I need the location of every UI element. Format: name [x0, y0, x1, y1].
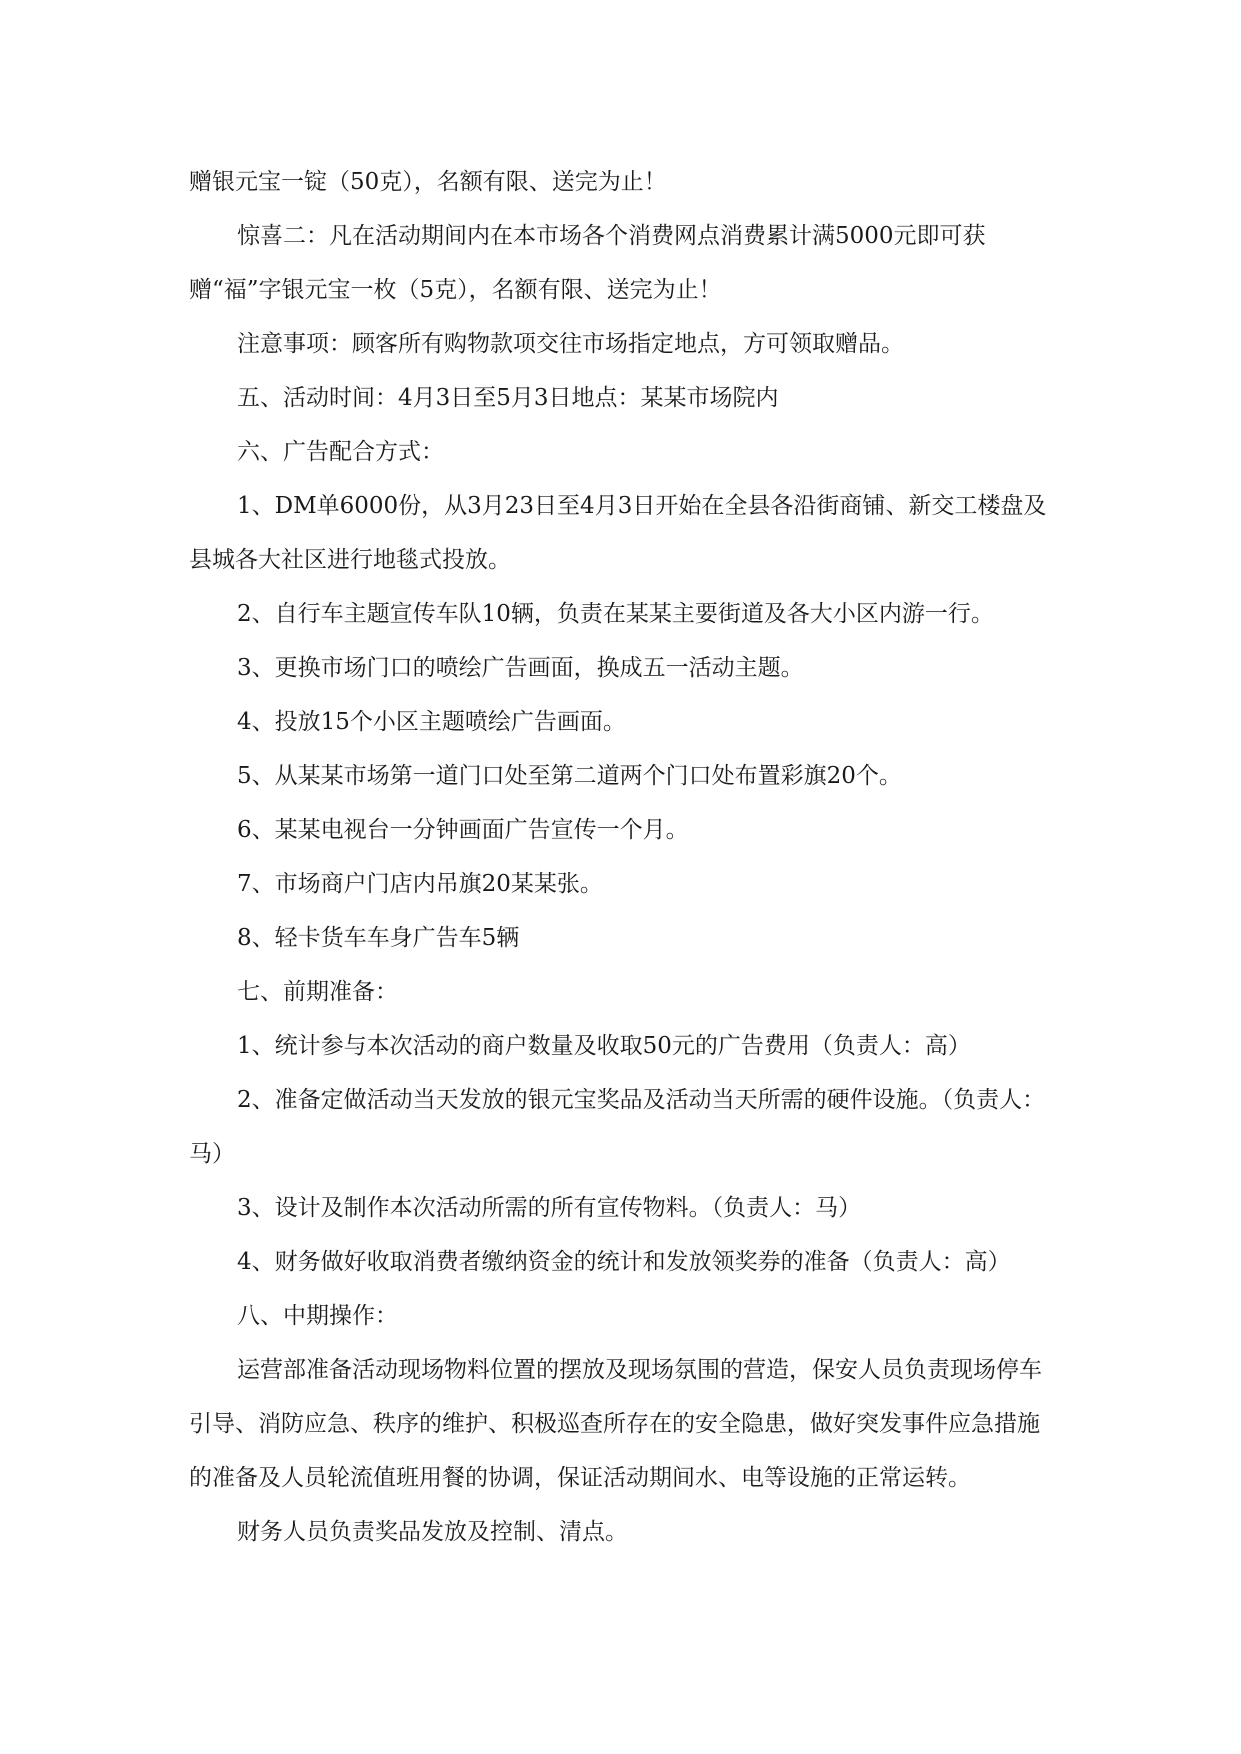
paragraph-ad-item-1: 1、DM单6000份，从3月23日至4月3日开始在全县各沿街商铺、新交工楼盘及县城各大社区进行地毯式投放。 [189, 493, 1047, 573]
paragraph-operations: 运营部准备活动现场物料位置的摆放及现场氛围的营造，保安人员负责现场停车引导、消防应急、秩序的维护、积极巡查所存在的安全隐患，做好突发事件应急措施的准备及人员轮流值班用餐的协调，保证活动期间水、电等设施的正常运转。 [189, 1357, 1042, 1491]
paragraph-ad-item-2: 2、自行车主题宣传车队10辆，负责在某某主要街道及各大小区内游一行。 [237, 601, 994, 627]
paragraph-prep-item-2: 2、准备定做活动当天发放的银元宝奖品及活动当天所需的硬件设施。（负责人：马） [189, 1087, 1046, 1167]
heading-midterm-operation: 八、中期操作： [237, 1303, 398, 1329]
paragraph-ad-item-7: 7、市场商户门店内吊旗20某某张。 [237, 871, 603, 897]
paragraph-prep-item-4: 4、财务做好收取消费者缴纳资金的统计和发放领奖券的准备（负责人：高） [237, 1249, 1011, 1275]
heading-advertising: 六、广告配合方式： [237, 439, 444, 465]
paragraph-ad-item-4: 4、投放15个小区主题喷绘广告画面。 [237, 709, 626, 735]
heading-preparation: 七、前期准备： [237, 979, 398, 1005]
paragraph-notes: 注意事项：顾客所有购物款项交往市场指定地点，方可领取赠品。 [237, 331, 904, 357]
paragraph-prep-item-1: 1、统计参与本次活动的商户数量及收取50元的广告费用（负责人：高） [237, 1033, 971, 1059]
document-body [189, 155, 1059, 1559]
paragraph-finance: 财务人员负责奖品发放及控制、清点。 [237, 1519, 628, 1545]
paragraph-surprise-two: 惊喜二：凡在活动期间内在本市场各个消费网点消费累计满5000元即可获赠“福”字银元宝一枚（5克），名额有限、送完为止！ [189, 223, 986, 303]
paragraph-prep-item-3: 3、设计及制作本次活动所需的所有宣传物料。（负责人：马） [237, 1195, 862, 1221]
heading-activity-time: 五、活动时间：4月3日至5月3日地点：某某市场院内 [237, 385, 779, 411]
paragraph-ad-item-5: 5、从某某市场第一道门口处至第二道两个门口处布置彩旗20个。 [237, 763, 902, 789]
paragraph-ad-item-6: 6、某某电视台一分钟画面广告宣传一个月。 [237, 817, 689, 843]
paragraph-gift-one-continued: 赠银元宝一锭（50克），名额有限、送完为止！ [189, 169, 667, 195]
paragraph-ad-item-8: 8、轻卡货车车身广告车5辆 [237, 925, 520, 951]
paragraph-ad-item-3: 3、更换市场门口的喷绘广告画面，换成五一活动主题。 [237, 655, 804, 681]
